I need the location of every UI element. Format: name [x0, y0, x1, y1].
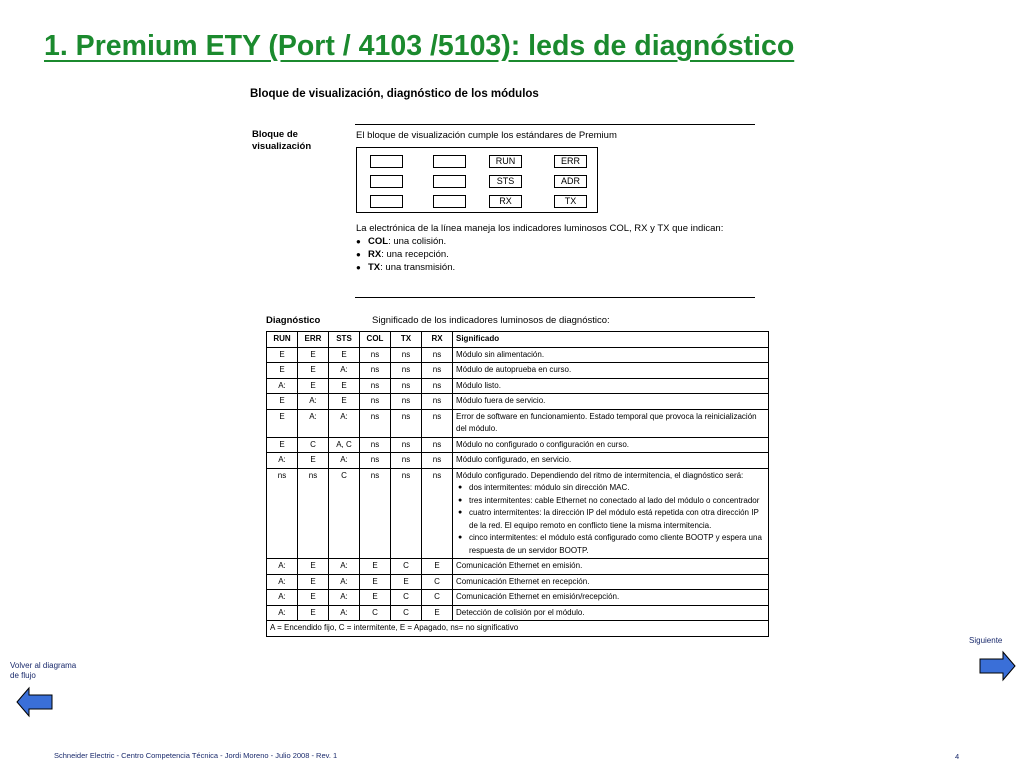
item-text: : una transmisión.	[380, 262, 456, 273]
item-text: : una colisión.	[388, 236, 447, 247]
header-cell: COL	[360, 332, 391, 348]
led-run: RUN	[489, 155, 522, 168]
led-blank	[433, 175, 466, 188]
table-cell: ns	[422, 409, 453, 437]
table-cell: ns	[360, 453, 391, 469]
led-tx: TX	[554, 195, 587, 208]
led-err: ERR	[554, 155, 587, 168]
table-cell: ns	[391, 347, 422, 363]
led-sts: STS	[489, 175, 522, 188]
table-cell: Módulo listo.	[453, 378, 769, 394]
table-cell: C	[391, 559, 422, 575]
table-footnote-row	[267, 621, 769, 637]
table-cell: ns	[422, 394, 453, 410]
led-display-block	[356, 147, 598, 213]
item-text: : una recepción.	[381, 249, 449, 260]
table-cell: ns	[422, 363, 453, 379]
table-cell: A, C	[329, 437, 360, 453]
table-cell: ns	[360, 437, 391, 453]
table-cell: ns	[267, 468, 298, 559]
table-cell: C	[391, 590, 422, 606]
display-side-label	[252, 129, 342, 153]
item-key: COL	[368, 236, 389, 247]
list-item: ● dos intermitentes: módulo sin dirección MAC.	[456, 482, 765, 495]
table-cell: ns	[391, 378, 422, 394]
table-cell: ns	[391, 468, 422, 559]
table-cell: E	[267, 363, 298, 379]
table-row	[267, 605, 769, 621]
table-cell: E	[298, 453, 329, 469]
table-row	[267, 378, 769, 394]
table-cell: ns	[391, 453, 422, 469]
table-cell: E	[267, 394, 298, 410]
complex-intro: Módulo configurado. Dependiendo del ritmo de intermitencia, el diagnóstico será:	[456, 470, 744, 480]
list-item: ● cuatro intermitentes: la dirección IP del módulo está repetida con otra dirección IP de la red. El equipo remoto en conflicto tiene la misma intermitencia.	[456, 507, 765, 532]
table-cell: A:	[267, 590, 298, 606]
back-label-line-1: Volver al diagrama	[10, 661, 77, 670]
table-cell: E	[298, 590, 329, 606]
table-cell: C	[422, 590, 453, 606]
list-item: ● tres intermitentes: cable Ethernet no conectado al lado del módulo o concentrador	[456, 495, 765, 508]
diagnostic-description: Significado de los indicadores luminosos de diagnóstico:	[372, 315, 610, 326]
table-header-row	[267, 332, 769, 348]
table-cell: A:	[298, 409, 329, 437]
table-body	[267, 347, 769, 636]
table-cell: Módulo sin alimentación.	[453, 347, 769, 363]
table-row	[267, 347, 769, 363]
display-label-line-1: Bloque de	[252, 129, 298, 140]
table-row-complex	[267, 468, 769, 559]
table-cell: ns	[360, 347, 391, 363]
table-cell: A:	[267, 378, 298, 394]
table-cell: ns	[422, 453, 453, 469]
table-cell: E	[298, 605, 329, 621]
table-cell: A:	[329, 605, 360, 621]
table-cell: A:	[329, 363, 360, 379]
table-row	[267, 363, 769, 379]
divider-bottom	[355, 297, 755, 298]
table-cell: ns	[360, 468, 391, 559]
diagnostic-label: Diagnóstico	[266, 315, 321, 326]
table-cell: A:	[267, 574, 298, 590]
led-adr: ADR	[554, 175, 587, 188]
blink-pattern-list	[456, 482, 765, 557]
table-cell: A:	[329, 559, 360, 575]
table-cell: A:	[267, 453, 298, 469]
section-heading: Bloque de visualización, diagnóstico de los módulos	[250, 88, 539, 100]
table-row	[267, 437, 769, 453]
list-item	[356, 261, 756, 274]
table-cell: A:	[329, 453, 360, 469]
table-cell: E	[329, 347, 360, 363]
table-cell: ns	[360, 378, 391, 394]
led-blank	[370, 195, 403, 208]
table-cell: ns	[422, 378, 453, 394]
slide-title: 1. Premium ETY (Port / 4103 /5103): leds de diagnóstico	[44, 30, 795, 62]
table-cell: Comunicación Ethernet en emisión.	[453, 559, 769, 575]
table-cell: C	[329, 468, 360, 559]
divider-top	[355, 124, 755, 125]
table-cell: E	[360, 559, 391, 575]
table-row	[267, 453, 769, 469]
header-cell: RUN	[267, 332, 298, 348]
table-cell: E	[360, 590, 391, 606]
list-item	[356, 248, 756, 261]
table-cell: Módulo no configurado o configuración en curso.	[453, 437, 769, 453]
table-cell: E	[329, 394, 360, 410]
table-cell: ns	[422, 347, 453, 363]
table-row	[267, 409, 769, 437]
footer-text: Schneider Electric - Centro Competencia Técnica - Jordi Moreno - Julio 2008 - Rev. 1	[54, 751, 338, 760]
table-cell: E	[329, 378, 360, 394]
led-blank	[433, 195, 466, 208]
table-cell: Módulo configurado, en servicio.	[453, 453, 769, 469]
header-cell: TX	[391, 332, 422, 348]
header-cell: STS	[329, 332, 360, 348]
table-cell: E	[298, 347, 329, 363]
diagnostic-table	[266, 331, 769, 637]
header-cell: RX	[422, 332, 453, 348]
table-cell: ns	[391, 409, 422, 437]
display-intro: El bloque de visualización cumple los estándares de Premium	[356, 130, 617, 141]
table-cell: A:	[329, 590, 360, 606]
table-cell: A:	[267, 605, 298, 621]
table-cell: A:	[298, 394, 329, 410]
table-cell: ns	[298, 468, 329, 559]
table-cell: ns	[422, 437, 453, 453]
table-cell: Módulo de autoprueba en curso.	[453, 363, 769, 379]
table-row	[267, 394, 769, 410]
list-item: ● cinco intermitentes: el módulo está configurado como cliente BOOTP y espera una respuesta de un servidor BOOTP.	[456, 532, 765, 557]
header-cell: Significado	[453, 332, 769, 348]
led-rx: RX	[489, 195, 522, 208]
table-cell: E	[267, 437, 298, 453]
table-cell: Detección de colisión por el módulo.	[453, 605, 769, 621]
table-cell: E	[422, 605, 453, 621]
table-cell: A:	[267, 559, 298, 575]
led-blank	[433, 155, 466, 168]
table-cell: ns	[360, 394, 391, 410]
table-cell: E	[298, 363, 329, 379]
table-cell: ns	[391, 437, 422, 453]
table-row	[267, 559, 769, 575]
electronics-intro: La electrónica de la línea maneja los indicadores luminosos COL, RX y TX que indican:	[356, 223, 724, 234]
table-cell: A:	[329, 409, 360, 437]
table-cell: E	[391, 574, 422, 590]
table-cell: C	[360, 605, 391, 621]
display-label-line-2: visualización	[252, 141, 312, 152]
table-footnote: A = Encendido fijo, C = intermitente, E = Apagado, ns= no significativo	[267, 621, 769, 637]
table-cell: Comunicación Ethernet en emisión/recepción.	[453, 590, 769, 606]
table-cell: E	[298, 378, 329, 394]
back-label-line-2: de flujo	[10, 671, 36, 680]
table-cell: E	[267, 409, 298, 437]
table-cell: ns	[422, 468, 453, 559]
led-blank	[370, 155, 403, 168]
table-cell: E	[298, 574, 329, 590]
table-cell: E	[360, 574, 391, 590]
header-cell: ERR	[298, 332, 329, 348]
page-number: 4	[955, 752, 960, 761]
document-scan	[250, 86, 770, 706]
table-cell: ns	[360, 409, 391, 437]
table-cell: Comunicación Ethernet en recepción.	[453, 574, 769, 590]
table-cell: Error de software en funcionamiento. Estado temporal que provoca la reinicialización del módulo.	[453, 409, 769, 437]
table-cell: ns	[360, 363, 391, 379]
electronics-description	[356, 222, 756, 274]
led-blank	[370, 175, 403, 188]
table-cell: C	[422, 574, 453, 590]
table-cell-description	[453, 468, 769, 559]
table-cell: ns	[391, 394, 422, 410]
table-cell: Módulo fuera de servicio.	[453, 394, 769, 410]
back-arrow-icon[interactable]	[16, 686, 54, 718]
table-cell: C	[391, 605, 422, 621]
item-key: RX	[368, 249, 382, 260]
table-cell: C	[298, 437, 329, 453]
table-cell: A:	[329, 574, 360, 590]
table-cell: E	[422, 559, 453, 575]
list-item	[356, 235, 756, 248]
next-arrow-icon[interactable]	[978, 650, 1016, 682]
table-cell: E	[298, 559, 329, 575]
table-row	[267, 574, 769, 590]
electronics-list	[356, 235, 756, 274]
table-row	[267, 590, 769, 606]
next-label: Siguiente	[969, 636, 1003, 645]
table-cell: ns	[391, 363, 422, 379]
table-cell: E	[267, 347, 298, 363]
item-key: TX	[368, 262, 381, 273]
